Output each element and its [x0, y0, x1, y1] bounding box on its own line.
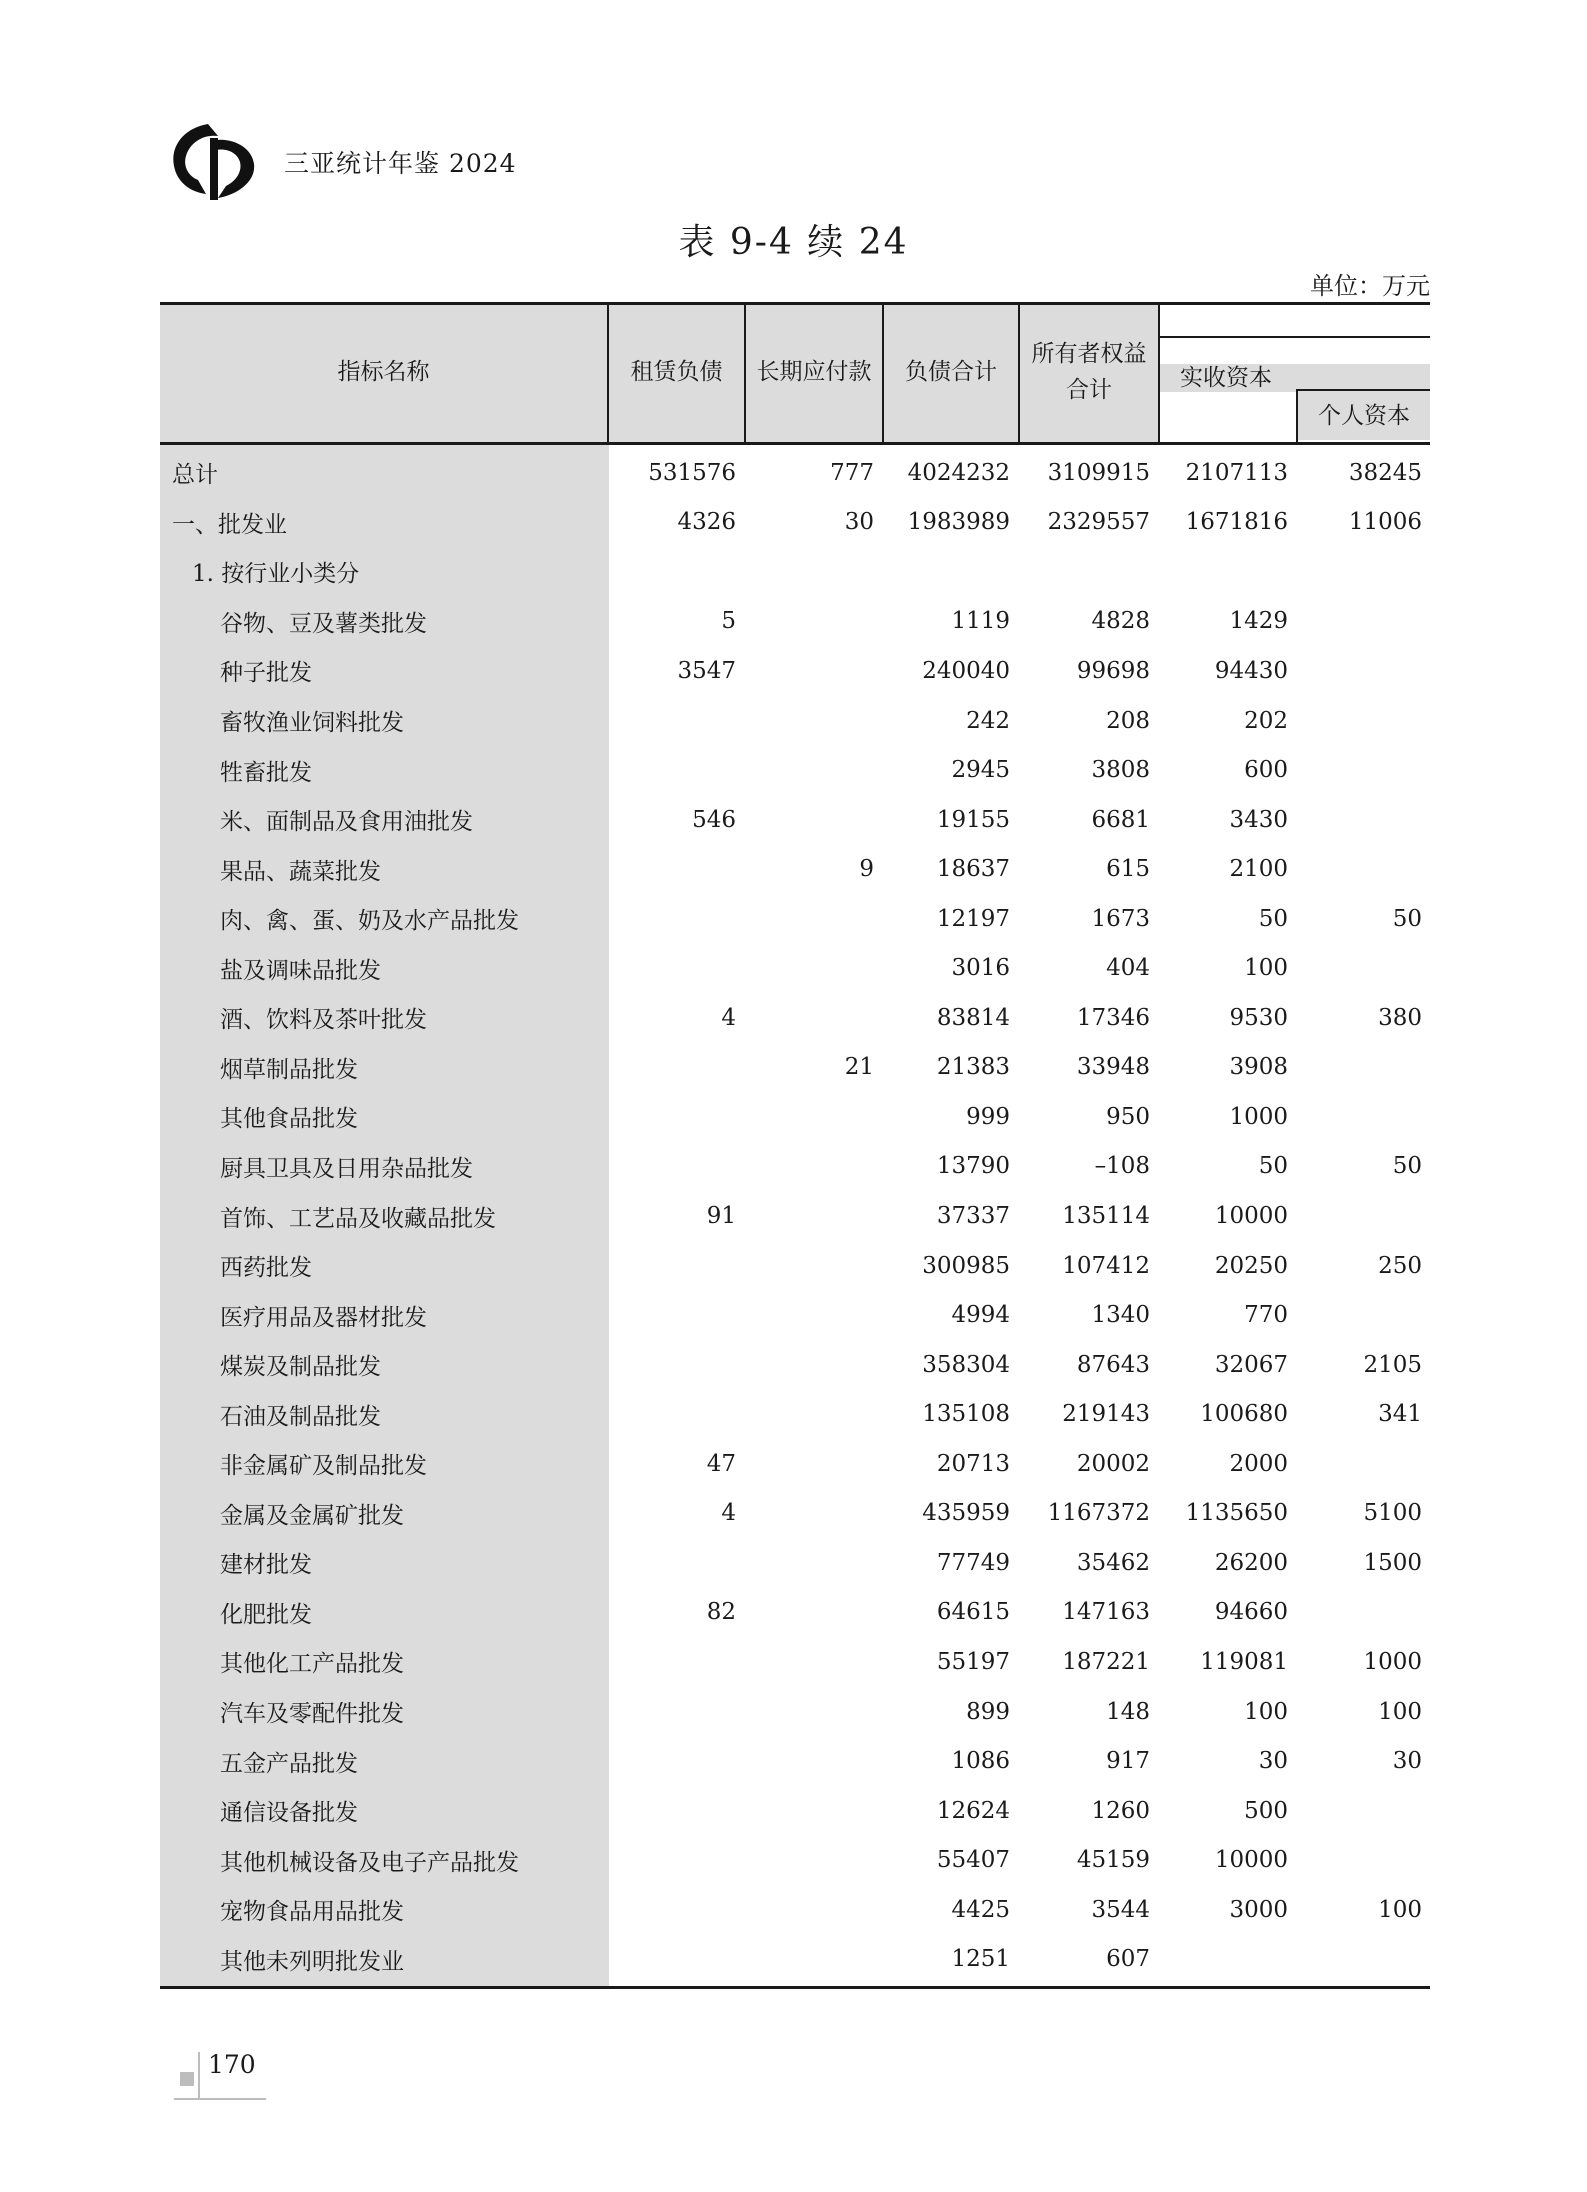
row-label: 石油及制品批发 [220, 1403, 381, 1430]
table-row [160, 1736, 1430, 1786]
row-value: 2329557 [1047, 509, 1150, 536]
row-value: 50 [1392, 905, 1422, 932]
row-label: 建材批发 [220, 1552, 312, 1579]
table-row [160, 1885, 1430, 1935]
row-value: 1340 [1091, 1302, 1150, 1329]
row-value: 4326 [677, 509, 736, 536]
row-value: 208 [1106, 707, 1150, 734]
row-label: 总计 [172, 462, 218, 489]
row-value: 917 [1106, 1748, 1150, 1775]
row-label: 其他化工产品批发 [220, 1651, 404, 1678]
header-lease-liab-label: 租赁负债 [630, 359, 723, 385]
table-row [160, 795, 1430, 845]
table-row [160, 1043, 1430, 1093]
row-value: 37337 [936, 1203, 1010, 1229]
row-value: 10000 [1214, 1203, 1288, 1229]
row-value: 500 [1244, 1797, 1288, 1824]
row-value: 17346 [1076, 1004, 1150, 1031]
row-value: 202 [1244, 707, 1288, 734]
row-label: 化肥批发 [220, 1601, 312, 1628]
row-label: 盐及调味品批发 [220, 957, 381, 984]
header-name [160, 302, 607, 442]
row-label: 金属及金属矿批发 [220, 1502, 404, 1529]
table-row [160, 646, 1430, 696]
row-value: 94660 [1214, 1599, 1288, 1626]
row-value: 3544 [1091, 1896, 1150, 1923]
row-value: 3000 [1229, 1896, 1288, 1923]
row-value: 50 [1392, 1153, 1422, 1180]
row-value: 99698 [1076, 657, 1150, 684]
page-number: 170 [208, 2050, 256, 2079]
row-value: 607 [1106, 1946, 1150, 1973]
row-value: 87643 [1076, 1351, 1150, 1378]
table-row [160, 745, 1430, 795]
row-value: 6681 [1091, 806, 1150, 833]
row-value: 18637 [936, 856, 1010, 883]
row-value: 435959 [922, 1500, 1010, 1527]
row-value: 4024232 [907, 459, 1010, 486]
row-value: 12197 [936, 905, 1010, 932]
row-value: 19155 [936, 806, 1010, 833]
row-value: 4425 [951, 1896, 1010, 1923]
row-value: 1500 [1363, 1549, 1422, 1576]
row-value: 999 [966, 1103, 1010, 1130]
row-value: 1260 [1091, 1797, 1150, 1824]
row-value: 21383 [936, 1054, 1010, 1081]
row-value: 30 [844, 509, 874, 536]
table-row [160, 1935, 1430, 1985]
row-value: 20250 [1214, 1252, 1288, 1279]
row-value: 1086 [951, 1748, 1010, 1775]
row-value: 1429 [1229, 608, 1288, 635]
row-value: 2105 [1363, 1351, 1422, 1378]
row-value: 1671816 [1185, 509, 1288, 536]
row-value: 219143 [1062, 1401, 1150, 1428]
row-value: 546 [692, 806, 736, 833]
table-row [160, 944, 1430, 994]
table-row [160, 1439, 1430, 1489]
row-value: 35462 [1076, 1549, 1150, 1576]
row-value: 1135650 [1185, 1500, 1288, 1527]
header-equity-label-1: 所有者权益 [1031, 341, 1147, 367]
row-value: 64615 [936, 1599, 1010, 1626]
row-label: 肉、禽、蛋、奶及水产品批发 [220, 908, 519, 935]
row-value: 1000 [1229, 1103, 1288, 1130]
table-row [160, 1142, 1430, 1192]
row-value: 187221 [1062, 1648, 1150, 1675]
row-label: 一、批发业 [172, 511, 287, 538]
header-paid-capital [1160, 364, 1430, 392]
row-value: 33948 [1076, 1054, 1150, 1081]
row-value: –108 [1094, 1153, 1150, 1180]
row-value: 770 [1244, 1302, 1288, 1329]
row-label: 五金产品批发 [220, 1750, 358, 1777]
row-value: 30 [1392, 1748, 1422, 1775]
row-value: 531576 [648, 459, 736, 486]
header-equity-label-2: 合计 [1066, 377, 1112, 403]
row-value: 55197 [936, 1648, 1010, 1675]
row-value: 83814 [936, 1004, 1010, 1031]
row-value: 3109915 [1047, 459, 1150, 486]
table-row [160, 1538, 1430, 1588]
row-label: 酒、饮料及茶叶批发 [220, 1007, 427, 1034]
row-label: 其他未列明批发业 [220, 1948, 404, 1975]
table-row [160, 597, 1430, 647]
row-value: 107412 [1062, 1252, 1150, 1279]
row-value: 615 [1106, 856, 1150, 883]
row-label: 1. 按行业小类分 [192, 561, 360, 588]
row-value: 3547 [677, 657, 736, 684]
row-label: 种子批发 [220, 660, 312, 687]
header-lt-payable-label: 长期应付款 [756, 359, 872, 385]
table-row [160, 1389, 1430, 1439]
table-row [160, 696, 1430, 746]
table-header [160, 302, 1430, 442]
row-value: 55407 [936, 1847, 1010, 1874]
row-value: 50 [1258, 1153, 1288, 1180]
row-value: 300985 [922, 1252, 1010, 1279]
row-label: 其他食品批发 [220, 1106, 358, 1133]
row-value: 4 [721, 1004, 736, 1031]
row-value: 2000 [1229, 1450, 1288, 1477]
row-value: 11006 [1348, 509, 1422, 536]
row-label: 其他机械设备及电子产品批发 [220, 1849, 519, 1876]
table-row [160, 1786, 1430, 1836]
row-label: 煤炭及制品批发 [220, 1354, 381, 1381]
row-value: 100 [1244, 1698, 1288, 1725]
header-total-liab-label: 负债合计 [905, 359, 997, 385]
table-row [160, 1241, 1430, 1291]
row-value: 9530 [1229, 1004, 1288, 1031]
table-row [160, 1687, 1430, 1737]
header-lease-liab [609, 302, 744, 442]
row-value: 3016 [951, 955, 1010, 982]
row-value: 4994 [951, 1302, 1010, 1329]
row-value: 13790 [936, 1153, 1010, 1180]
row-value: 135114 [1062, 1203, 1150, 1229]
page-divider [198, 2052, 200, 2098]
row-value: 242 [966, 707, 1010, 734]
row-value: 32067 [1214, 1351, 1288, 1378]
row-value: 777 [830, 459, 874, 486]
table-row [160, 1588, 1430, 1638]
table-row [160, 1489, 1430, 1539]
book-title: 三亚统计年鉴 2024 [284, 149, 517, 178]
row-label: 果品、蔬菜批发 [220, 858, 381, 885]
row-value: 135108 [922, 1401, 1010, 1428]
row-label: 厨具卫具及日用杂品批发 [220, 1155, 473, 1182]
row-label: 汽车及零配件批发 [220, 1701, 404, 1727]
row-value: 21 [844, 1054, 874, 1081]
row-value: 240040 [922, 657, 1010, 684]
row-value: 30 [1258, 1748, 1288, 1775]
row-value: 20002 [1076, 1450, 1150, 1477]
row-value: 26200 [1214, 1549, 1288, 1576]
row-value: 1673 [1091, 905, 1150, 932]
row-value: 1000 [1363, 1648, 1422, 1675]
table-row [160, 993, 1430, 1043]
row-label: 烟草制品批发 [220, 1056, 358, 1083]
table-row [160, 1290, 1430, 1340]
row-value: 1983989 [907, 509, 1010, 536]
table-row [160, 1191, 1430, 1241]
row-value: 100 [1244, 955, 1288, 982]
header-lt-payable [746, 302, 882, 442]
row-value: 341 [1378, 1401, 1422, 1428]
row-value: 3908 [1229, 1054, 1288, 1081]
row-value: 100680 [1200, 1401, 1288, 1428]
row-value: 100 [1378, 1698, 1422, 1725]
table-row [160, 498, 1430, 548]
row-label: 牲畜批发 [220, 759, 312, 786]
row-value: 77749 [936, 1549, 1010, 1576]
row-value: 950 [1106, 1103, 1150, 1130]
row-value: 94430 [1214, 657, 1288, 684]
row-value: 4828 [1091, 608, 1150, 635]
row-value: 1119 [951, 608, 1010, 635]
table-title: 表 9-4 续 24 [678, 222, 909, 263]
row-value: 91 [706, 1203, 736, 1229]
table-row [160, 1835, 1430, 1885]
row-value: 2100 [1229, 856, 1288, 883]
unit-label: 单位：万元 [1310, 272, 1430, 300]
row-value: 45159 [1076, 1847, 1150, 1874]
row-value: 358304 [922, 1351, 1010, 1378]
row-value: 9 [859, 856, 874, 883]
table-row [160, 894, 1430, 944]
row-value: 404 [1106, 955, 1150, 982]
header-personal-capital [1298, 391, 1430, 440]
table-row [160, 1092, 1430, 1142]
row-value: 5 [721, 608, 736, 635]
yearbook-logo-icon [168, 120, 260, 204]
row-label: 谷物、豆及薯类批发 [220, 610, 427, 637]
row-value: 50 [1258, 905, 1288, 932]
row-value: 148 [1106, 1698, 1150, 1725]
page-underline [174, 2098, 266, 2100]
header-total-liab [884, 302, 1018, 442]
header-personal-capital-label: 个人资本 [1318, 402, 1410, 429]
row-value: 119081 [1200, 1648, 1288, 1675]
header-name-label: 指标名称 [337, 359, 430, 385]
table-row [160, 1340, 1430, 1390]
row-value: 2945 [951, 757, 1010, 784]
header-equity [1020, 302, 1158, 442]
row-label: 西药批发 [220, 1255, 312, 1282]
row-value: 3430 [1229, 806, 1288, 833]
row-value: 1251 [951, 1946, 1010, 1973]
row-value: 3808 [1091, 757, 1150, 784]
row-value: 100 [1378, 1896, 1422, 1923]
header-paid-capital-label: 实收资本 [1180, 365, 1272, 391]
row-label: 首饰、工艺品及收藏品批发 [220, 1205, 496, 1232]
row-label: 非金属矿及制品批发 [220, 1453, 427, 1480]
row-value: 899 [966, 1698, 1010, 1725]
row-value: 380 [1378, 1004, 1422, 1031]
row-value: 2107113 [1185, 459, 1288, 486]
table-row [160, 1637, 1430, 1687]
row-value: 82 [706, 1599, 736, 1626]
row-label: 宠物食品用品批发 [220, 1899, 404, 1926]
row-value: 600 [1244, 757, 1288, 784]
row-value: 38245 [1348, 459, 1422, 486]
row-label: 畜牧渔业饲料批发 [220, 710, 404, 736]
table-row [160, 844, 1430, 894]
table-row [160, 547, 1430, 597]
row-value: 47 [706, 1450, 736, 1477]
row-value: 20713 [936, 1450, 1010, 1477]
row-label: 通信设备批发 [220, 1800, 358, 1827]
row-value: 1167372 [1047, 1500, 1150, 1527]
page-marker-icon [180, 2072, 194, 2086]
row-value: 10000 [1214, 1847, 1288, 1874]
row-value: 5100 [1363, 1500, 1422, 1527]
row-value: 12624 [936, 1797, 1010, 1824]
table-row [160, 448, 1430, 498]
row-label: 医疗用品及器材批发 [220, 1304, 427, 1331]
row-label: 米、面制品及食用油批发 [220, 809, 473, 836]
row-value: 4 [721, 1500, 736, 1527]
row-value: 250 [1378, 1252, 1422, 1279]
row-value: 147163 [1062, 1599, 1150, 1626]
